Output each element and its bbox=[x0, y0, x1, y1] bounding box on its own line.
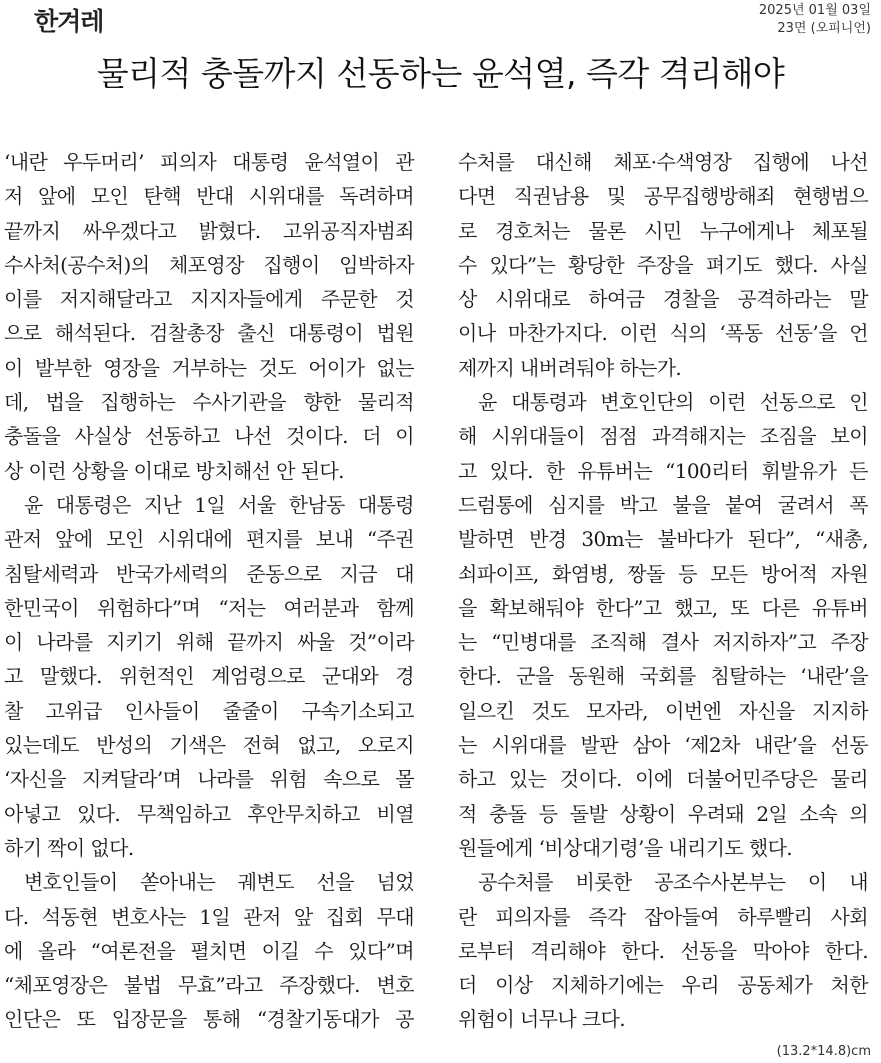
article-line: 한다. 군을 동원해 국회를 침탈하는 ‘내란’을 bbox=[458, 664, 868, 689]
article-line: 는 시위대를 발판 삼아 ‘제2차 내란’을 선동 bbox=[458, 733, 868, 758]
article-line: 일으킨 것도 모자라, 이번엔 자신을 지지하 bbox=[458, 698, 868, 723]
article-line: 다면 직권남용 및 공무집행방해죄 현행범으 bbox=[458, 184, 868, 209]
article-line: 이를 저지해달라고 지지자들에게 주문한 것 bbox=[4, 287, 414, 312]
article-line: ‘자신을 지켜달라’며 나라를 위험 속으로 몰 bbox=[4, 767, 414, 792]
article-column-right bbox=[458, 145, 868, 1037]
article-line: 관저 앞에 모인 시위대에 편지를 보내 “주권 bbox=[4, 527, 414, 552]
article-line: 수사처(공수처)의 체포영장 집행이 임박하자 bbox=[4, 252, 414, 277]
article-line: 으로 해석된다. 검찰총장 출신 대통령이 법원 bbox=[4, 321, 414, 346]
article-line: 수처를 대신해 체포·수색영장 집행에 나선 bbox=[458, 150, 868, 174]
article-line: 고 말했다. 위헌적인 계엄령으로 군대와 경 bbox=[4, 664, 414, 689]
article-line: 발하면 반경 30m는 불바다가 된다”, “새총, bbox=[458, 527, 868, 552]
article-line: 제까지 내버려둬야 하는가. bbox=[458, 355, 682, 380]
article-line: 이 나라를 지키기 위해 끝까지 싸울 것”이라 bbox=[4, 630, 414, 655]
article-line: 란 피의자를 즉각 잡아들여 하루빨리 사회 bbox=[458, 904, 868, 929]
article-line: 다. 석동현 변호사는 1일 관저 앞 집회 무대 bbox=[4, 904, 414, 929]
article-line: 더 이상 지체하기에는 우리 공동체가 처한 bbox=[458, 973, 868, 998]
article-line: 수 있다”는 황당한 주장을 펴기도 했다. 사실 bbox=[458, 252, 868, 277]
page-section: 23면 (오피니언) bbox=[777, 21, 871, 36]
article-line: 공수처를 비롯한 공조수사본부는 이 내 bbox=[478, 870, 868, 895]
article-line: 적 충돌 등 돌발 상황이 우려돼 2일 소속 의 bbox=[458, 801, 868, 826]
article-line: 한민국이 위험하다”며 “저는 여러분과 함께 bbox=[4, 595, 414, 620]
article-line: 상 시위대로 하여금 경찰을 공격하라는 말 bbox=[458, 287, 868, 312]
article-line: 윤 대통령과 변호인단의 이런 선동으로 인 bbox=[478, 390, 868, 415]
article-line: 하기 짝이 없다. bbox=[4, 835, 134, 860]
article-line: 에 올라 “여론전을 펼치면 이길 수 있다”며 bbox=[4, 938, 414, 963]
article-line: 로 경호처는 물론 시민 누구에게나 체포될 bbox=[458, 218, 868, 243]
headline: 물리적 충돌까지 선동하는 윤석열, 즉각 격리해야 bbox=[96, 54, 785, 93]
article-line: 인단은 또 입장문을 통해 “경찰기동대가 공 bbox=[4, 1007, 414, 1032]
article-line: ‘내란 우두머리’ 피의자 대통령 윤석열이 관 bbox=[4, 150, 414, 174]
article-line: 윤 대통령은 지난 1일 서울 한남동 대통령 bbox=[24, 492, 414, 517]
publish-date: 2025년 01월 03일 bbox=[758, 3, 871, 18]
article-line: 이나 마찬가지다. 이런 식의 ‘폭동 선동’을 언 bbox=[458, 321, 868, 346]
article-line: 드럼통에 심지를 박고 불을 붙여 굴려서 폭 bbox=[458, 492, 868, 517]
article-line: 데, 법을 집행하는 수사기관을 향한 물리적 bbox=[4, 390, 414, 415]
article-line: 침탈세력과 반국가세력의 준동으로 지금 대 bbox=[4, 561, 414, 586]
article-line: 해 시위대들이 점점 과격해지는 조짐을 보이 bbox=[458, 424, 868, 449]
article-line: 이 발부한 영장을 거부하는 것도 어이가 없는 bbox=[4, 355, 414, 380]
article-line: 고 있다. 한 유튜버는 “100리터 휘발유가 든 bbox=[458, 458, 868, 483]
article-line: 저 앞에 모인 탄핵 반대 시위대를 독려하며 bbox=[4, 184, 414, 209]
article-line: 있는데도 반성의 기색은 전혀 없고, 오로지 bbox=[4, 733, 414, 758]
article-line: 끝까지 싸우겠다고 밝혔다. 고위공직자범죄 bbox=[4, 218, 414, 243]
article-line: 쇠파이프, 화염병, 짱돌 등 모든 방어적 자원 bbox=[458, 561, 868, 586]
article-line: 충돌을 사실상 선동하고 나선 것이다. 더 이 bbox=[4, 424, 414, 449]
article-column-left bbox=[4, 145, 414, 1037]
article-line: 는 “민병대를 조직해 결사 저지하자”고 주장 bbox=[458, 630, 868, 655]
article-line: 하고 있는 것이다. 이에 더불어민주당은 물리 bbox=[458, 767, 868, 792]
article-line: 원들에게 ‘비상대기령’을 내리기도 했다. bbox=[458, 835, 793, 860]
article-meta bbox=[759, 2, 871, 38]
clipping-size: (13.2*14.8)cm bbox=[776, 1044, 871, 1059]
article-line: 아넣고 있다. 무책임하고 후안무치하고 비열 bbox=[4, 801, 414, 826]
article-line: 찰 고위급 인사들이 줄줄이 구속기소되고 bbox=[4, 698, 414, 723]
article-line: 변호인들이 쏟아내는 궤변도 선을 넘었 bbox=[24, 870, 414, 895]
newspaper-logo: 한겨레 bbox=[34, 7, 104, 36]
article-line: 위험이 너무나 크다. bbox=[458, 1007, 626, 1032]
article-line: 상 이런 상황을 이대로 방치해선 안 된다. bbox=[4, 458, 344, 483]
article-line: “체포영장은 불법 무효”라고 주장했다. 변호 bbox=[4, 973, 414, 998]
article-line: 을 확보해둬야 한다”고 했고, 또 다른 유튜버 bbox=[458, 595, 868, 620]
article-line: 로부터 격리해야 한다. 선동을 막아야 한다. bbox=[458, 938, 868, 963]
